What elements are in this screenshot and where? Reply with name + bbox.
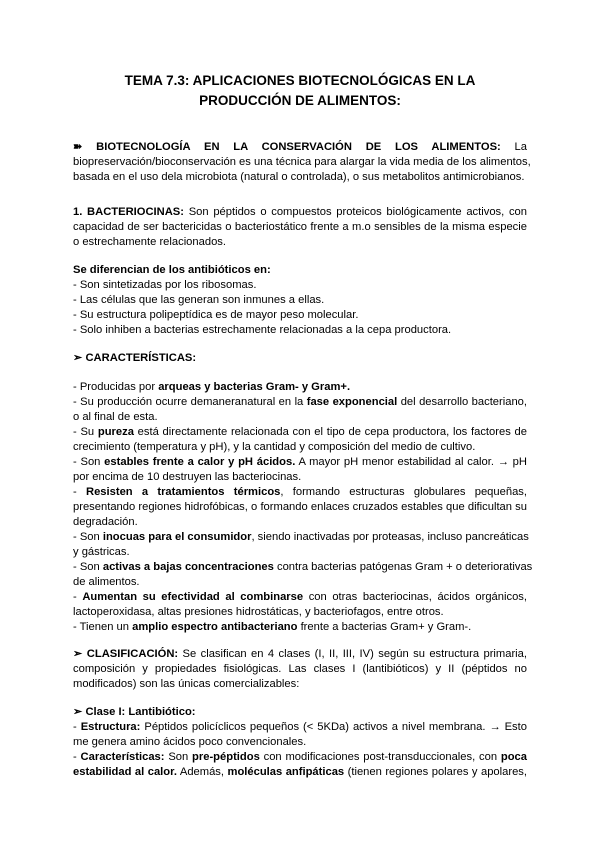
text-line: [73, 308, 358, 323]
bold-text: ➢ Clase I: Lantibiótico:: [73, 706, 196, 718]
text-segment: , siendo inactivadas por proteasas, incluso pancreáticas: [251, 531, 529, 543]
text-segment: contra bacterias patógenas Gram + o deteriorativas: [273, 561, 533, 573]
text-segment: - Son: [73, 561, 103, 573]
text-segment: o al final de esta.: [73, 411, 158, 423]
text-segment: (tienen regiones polares y apolares,: [344, 766, 528, 778]
text-segment: - Tienen un: [73, 621, 133, 633]
text-segment: está directamente relacionada con el tipo de cepa productora, los factores de: [133, 426, 527, 438]
bold-text: fase exponencial: [306, 396, 398, 408]
text-line: [73, 750, 527, 765]
text-line: [73, 425, 527, 440]
text-segment: composición y propiedades fisiológicas. Las clases I (lantibióticos) y II (péptidos no: [73, 663, 527, 675]
text-segment: - Son sintetizadas por los ribosomas.: [73, 279, 257, 291]
bold-text: poca: [500, 751, 527, 763]
text-line: [73, 220, 527, 235]
text-line: [73, 485, 527, 500]
text-line: [73, 395, 527, 410]
text-line: [73, 278, 256, 293]
text-segment: A mayor pH menor estabilidad al calor. → pH: [295, 456, 527, 468]
text-line: [73, 590, 527, 605]
bold-text: estables frente a calor y pH ácidos.: [104, 456, 296, 468]
bold-text: moléculas anfipáticas: [227, 766, 345, 778]
text-segment: -: [73, 751, 81, 763]
text-segment: Son péptidos o compuestos proteicos biológicamente activos, con: [184, 206, 527, 218]
bold-text: arqueas y bacterias Gram- y Gram+.: [158, 381, 351, 393]
text-line: [73, 170, 524, 185]
text-segment: - Su producción ocurre demaneranatural en la: [73, 396, 307, 408]
bold-text: estabilidad al calor.: [73, 766, 177, 778]
bold-text: Resisten a tratamientos térmicos: [85, 486, 281, 498]
text-segment: La: [500, 141, 528, 153]
text-line: [73, 515, 138, 530]
text-segment: con modificaciones post-transduccionales, con: [259, 751, 501, 763]
text-segment: modificados) son las únicas comercializables:: [73, 678, 300, 690]
text-line: [73, 647, 527, 662]
text-line: [73, 620, 471, 635]
text-line: [73, 263, 271, 278]
text-line: [73, 205, 527, 220]
bold-text: ➽ BIOTECNOLOGÍA EN LA CONSERVACIÓN DE LOS ALIMENTOS:: [73, 141, 501, 153]
text-segment: - Su: [73, 426, 98, 438]
text-segment: del desarrollo bacteriano,: [397, 396, 528, 408]
bold-text: Estructura:: [80, 721, 141, 733]
text-line: [73, 235, 226, 250]
text-segment: - Su estructura polipeptídica es de mayor peso molecular.: [73, 309, 359, 321]
text-segment: biopreservación/bioconservación es una técnica para alargar la vida media de los alimentos,: [73, 156, 531, 168]
bold-text: activas a bajas concentraciones: [102, 561, 274, 573]
text-line: [73, 705, 196, 720]
text-segment: degradación.: [73, 516, 138, 528]
text-segment: lactoperoxidasa, altas presiones hidrostáticas, y bacteriofagos, entre otros.: [73, 606, 444, 618]
bold-text: 1. BACTERIOCINAS:: [73, 206, 184, 218]
bold-text: pre-péptidos: [192, 751, 260, 763]
text-line: [73, 410, 158, 425]
text-segment: por encima de 10 destruyen las bacteriocinas.: [73, 471, 302, 483]
text-segment: con otras bacteriocinas, ácidos orgánicos,: [303, 591, 528, 603]
text-line: [73, 155, 531, 170]
text-line: [73, 440, 475, 455]
text-segment: -: [73, 721, 81, 733]
text-line: [73, 545, 130, 560]
text-segment: -: [73, 486, 86, 498]
text-line: [73, 500, 527, 515]
text-segment: presentando regiones hidrofóbicas, o formando enlaces cruzados estables que dificultan su: [73, 501, 527, 513]
bold-text: ➢ CLASIFICACIÓN:: [73, 648, 179, 660]
text-line: [73, 605, 444, 620]
text-segment: o estrechamente relacionados.: [73, 236, 226, 248]
text-segment: basada en el uso dela microbiota (natural o controlada), o sus metabolitos antimicrobianos.: [73, 171, 525, 183]
text-line: [73, 765, 527, 780]
text-line: [73, 455, 527, 470]
text-line: [73, 575, 140, 590]
document-title-line-1: TEMA 7.3: APLICACIONES BIOTECNOLÓGICAS EN LA: [124, 73, 476, 88]
text-segment: , formando estructuras globulares pequeñas,: [280, 486, 527, 498]
text-line: [73, 470, 301, 485]
bold-text: pureza: [97, 426, 134, 438]
bold-text: ➢ CARACTERÍSTICAS:: [73, 352, 197, 364]
text-line: [73, 323, 451, 338]
text-segment: capacidad de ser bactericidas o bacteriostático frente a m.o sensibles de la misma especie: [73, 221, 527, 233]
text-segment: - Las células que las generan son inmunes a ellas.: [73, 294, 325, 306]
text-segment: de alimentos.: [73, 576, 140, 588]
text-segment: y gástricas.: [73, 546, 130, 558]
text-line: [73, 735, 306, 750]
text-line: [73, 677, 299, 692]
text-segment: -: [73, 591, 83, 603]
text-segment: - Solo inhiben a bacterias estrechamente relacionadas a la cepa productora.: [73, 324, 452, 336]
text-line: [73, 560, 532, 575]
text-segment: crecimiento (temperatura y pH), y la cantidad y composición del medio de cultivo.: [73, 441, 476, 453]
bold-text: Características:: [80, 751, 165, 763]
text-segment: Se clasifican en 4 clases (I, II, III, IV) según su estructura primaria,: [178, 648, 528, 660]
text-segment: Péptidos policíclicos pequeños (< 5KDa) activos a nivel membrana. → Esto: [140, 721, 527, 733]
bold-text: amplio espectro antibacteriano: [132, 621, 298, 633]
text-line: [73, 530, 529, 545]
text-segment: frente a bacterias Gram+ y Gram-.: [297, 621, 472, 633]
text-line: [73, 293, 324, 308]
text-line: [73, 662, 527, 677]
text-segment: - Producidas por: [73, 381, 159, 393]
text-segment: - Son: [73, 531, 103, 543]
text-segment: me genera amino ácidos poco convencionales.: [73, 736, 307, 748]
text-segment: Además,: [176, 766, 228, 778]
text-line: [73, 380, 350, 395]
document-title-line-2: PRODUCCIÓN DE ALIMENTOS:: [199, 93, 401, 108]
bold-text: Aumentan su efectividad al combinarse: [82, 591, 304, 603]
text-line: [73, 140, 527, 155]
bold-text: Se diferencian de los antibióticos en:: [73, 264, 271, 276]
text-segment: Son: [164, 751, 193, 763]
text-line: [73, 351, 196, 366]
text-line: [73, 720, 527, 735]
bold-text: inocuas para el consumidor: [102, 531, 252, 543]
text-segment: - Son: [73, 456, 105, 468]
